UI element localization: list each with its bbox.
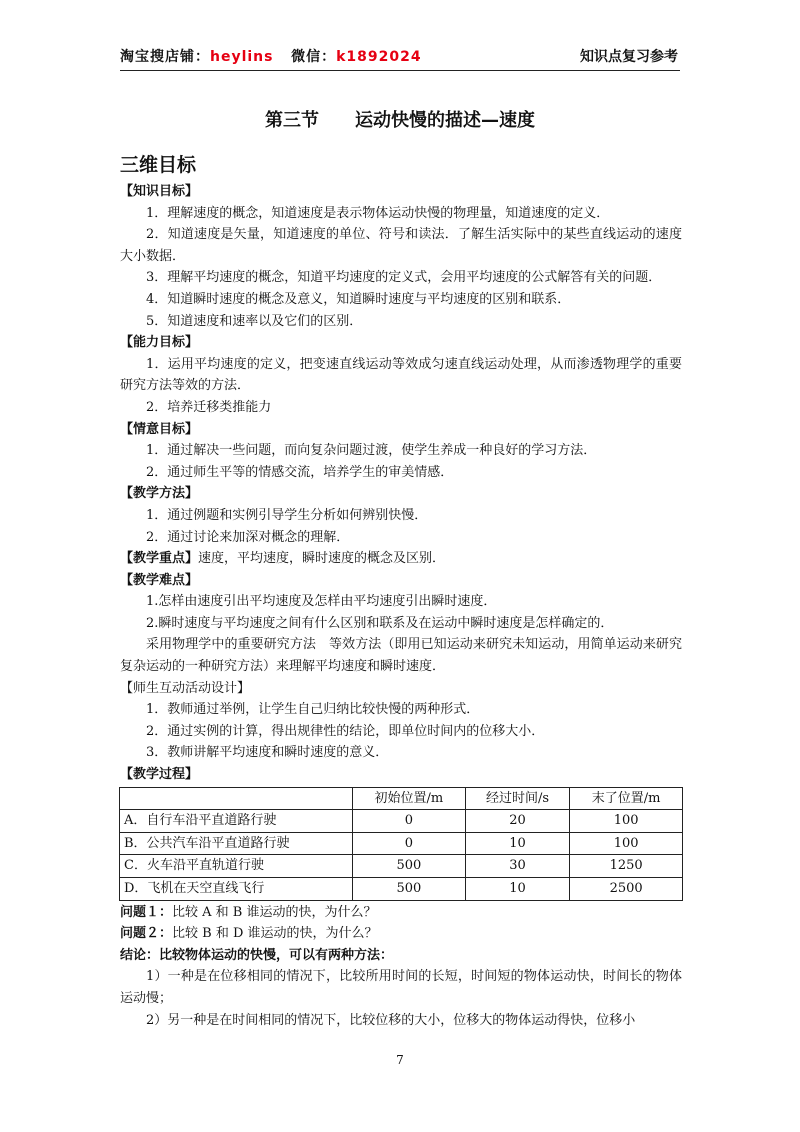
header-shop-info	[120, 46, 422, 66]
table-row	[120, 878, 683, 901]
table-cell: 10	[465, 878, 570, 901]
difficulty-heading: 【教学难点】	[120, 572, 199, 588]
table-cell: 0	[353, 810, 466, 833]
question-2-text: 比较 B 和 D 谁运动的快，为什么？	[172, 926, 378, 942]
table-cell: A．自行车沿平直道路行驶	[120, 810, 353, 833]
document-body	[120, 181, 682, 1031]
table-header-cell: 初始位置/m	[353, 787, 466, 810]
table-header-cell: 末了位置/m	[570, 787, 683, 810]
shop-label: 淘宝搜店铺：	[120, 49, 210, 65]
difficulty-item: 1.怎样由速度引出平均速度及怎样由平均速度引出瞬时速度．	[146, 594, 497, 610]
table-cell: 30	[465, 855, 570, 878]
conclusion-method-1: 1）一种是在位移相同的情况下，比较所用时间的长短，时间短的物体运动快，时间长的物体运动慢；	[120, 969, 682, 1006]
conclusion-method-2: 2）另一种是在时间相同的情况下，比较位移的大小，位移大的物体运动得快，位移小	[146, 1012, 636, 1028]
conclusion	[120, 945, 682, 967]
interaction-item: 1．教师通过举例，让学生自己归纳比较快慢的两种形式．	[146, 702, 480, 718]
table-cell: 20	[465, 810, 570, 833]
table-cell: 100	[570, 832, 683, 855]
table-header-cell: 经过时间/s	[465, 787, 570, 810]
process-heading: 【教学过程】	[120, 767, 199, 783]
knowledge-item: 4．知道瞬时速度的概念及意义，知道瞬时速度与平均速度的区别和联系．	[146, 291, 571, 307]
interaction-heading: 【师生互动活动设计】	[120, 680, 251, 696]
interaction-item: 3．教师讲解平均速度和瞬时速度的意义．	[146, 745, 389, 761]
key-points-heading: 【教学重点】	[120, 551, 199, 567]
table-cell: D．飞机在天空直线飞行	[120, 878, 353, 901]
method-item: 2．通过讨论来加深对概念的理解．	[146, 529, 350, 545]
table-cell: 500	[353, 878, 466, 901]
knowledge-item: 2．知道速度是矢量，知道速度的单位、符号和读法．了解生活实际中的某些直线运动的速度大小数据．	[120, 227, 682, 264]
document-title: 第三节 运动快慢的描述—速度	[265, 110, 535, 131]
difficulty-item: 2.瞬时速度与平均速度之间有什么区别和联系及在运动中瞬时速度是怎样确定的．	[146, 615, 614, 631]
question-2-label: 问题２：	[120, 926, 173, 942]
emotion-item: 1．通过解决一些问题，而向复杂问题过渡，使学生养成一种良好的学习方法．	[146, 443, 597, 459]
table-row	[120, 810, 683, 833]
ability-item: 2．培养迁移类推能力	[146, 399, 272, 415]
ability-heading: 【能力目标】	[120, 335, 199, 351]
table-cell: 0	[353, 832, 466, 855]
table-cell: 1250	[570, 855, 683, 878]
shop-name: heylins	[210, 49, 274, 65]
table-row	[120, 855, 683, 878]
table-cell: 500	[353, 855, 466, 878]
ability-item: 1．运用平均速度的定义，把变速直线运动等效成匀速直线运动处理，从而渗透物理学的重要研究方法等效的方法．	[120, 356, 682, 394]
table-cell: 100	[570, 810, 683, 833]
wechat-id: k1892024	[336, 49, 422, 65]
page-number: 7	[396, 1053, 404, 1067]
knowledge-item: 5．知道速度和速率以及它们的区别．	[146, 313, 363, 329]
header-right-text: 知识点复习参考	[580, 49, 678, 65]
table-header-row	[120, 787, 683, 810]
question-1-label: 问题１：	[120, 904, 173, 920]
key-points-text: 速度，平均速度，瞬时速度的概念及区别．	[198, 551, 446, 567]
method-heading: 【教学方法】	[120, 486, 199, 502]
key-points	[120, 548, 682, 570]
question-1-text: 比较 A 和 B 谁运动的快，为什么？	[172, 904, 377, 920]
table-cell: 2500	[570, 878, 683, 901]
table-cell: B．公共汽车沿平直道路行驶	[120, 832, 353, 855]
table-row	[120, 832, 683, 855]
question-1	[120, 902, 682, 924]
question-2	[120, 923, 682, 945]
knowledge-heading: 【知识目标】	[120, 184, 199, 199]
wechat-label: 微信：	[291, 49, 337, 65]
difficulty-item: 采用物理学中的重要研究方法 等效方法（即用已知运动来研究未知运动，用简单运动来研究复杂运动的一种研究方法）来理解平均速度和瞬时速度．	[120, 637, 682, 675]
table-cell: 10	[465, 832, 570, 855]
interaction-item: 2．通过实例的计算，得出规律性的结论，即单位时间内的位移大小．	[146, 723, 545, 739]
conclusion-text: 比较物体运动的快慢，可以有两种方法：	[159, 947, 394, 963]
table-cell: C．火车沿平直轨道行驶	[120, 855, 353, 878]
method-item: 1．通过例题和实例引导学生分析如何辨别快慢．	[146, 507, 428, 523]
emotion-heading: 【情意目标】	[120, 421, 199, 437]
table-header-cell	[120, 787, 353, 810]
knowledge-item: 3．理解平均速度的概念，知道平均速度的定义式，会用平均速度的公式解答有关的问题．	[146, 270, 662, 286]
knowledge-item: 1．理解速度的概念，知道速度是表示物体运动快慢的物理量，知道速度的定义．	[146, 205, 610, 221]
emotion-item: 2．通过师生平等的情感交流，培养学生的审美情感．	[146, 464, 454, 480]
motion-data-table	[119, 787, 683, 901]
conclusion-label: 结论：	[120, 947, 160, 963]
page-header	[120, 46, 680, 71]
section-title: 三维目标	[120, 154, 197, 176]
